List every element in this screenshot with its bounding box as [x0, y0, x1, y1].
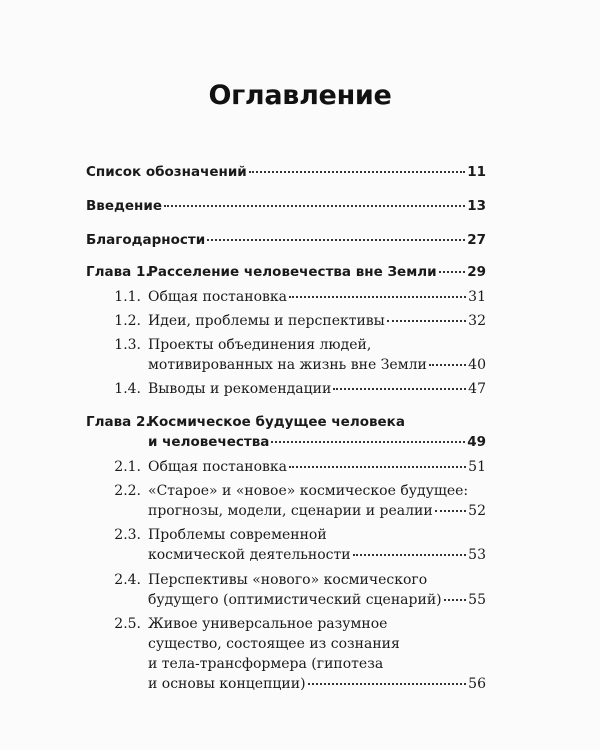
section-title-line: существо, состоящее из сознания: [148, 636, 400, 652]
dot-leader: [164, 205, 465, 207]
section-title: Общая постановка: [148, 289, 287, 305]
section-page: 51: [468, 459, 486, 475]
toc-section-1-1[interactable]: [148, 287, 486, 307]
section-number: 2.2.: [114, 483, 141, 499]
dot-leader: [435, 510, 467, 512]
chapter-page: 49: [467, 434, 486, 450]
section-title: будущего (оптимистический сценарий): [148, 592, 442, 608]
toc-entry-page: 13: [467, 198, 486, 214]
toc-section-1-4[interactable]: [148, 379, 486, 399]
section-page: 47: [468, 381, 486, 397]
toc-chapter-2[interactable]: [148, 432, 486, 452]
chapter-title-line: Космическое будущее человека: [148, 414, 405, 430]
toc-entry-introduction[interactable]: [86, 196, 486, 216]
chapter-page: 29: [467, 264, 486, 280]
section-number: 2.4.: [114, 572, 141, 588]
page-title: Оглавление: [208, 80, 392, 111]
toc-chapter-1[interactable]: [86, 262, 486, 282]
dot-leader: [271, 441, 465, 443]
toc-entry-label: Благодарности: [86, 232, 206, 248]
section-page: 56: [468, 676, 486, 692]
toc-entry-notation[interactable]: [86, 162, 486, 182]
section-page: 31: [468, 289, 486, 305]
toc-section-2-4[interactable]: [148, 590, 486, 610]
toc-section-1-2[interactable]: [148, 311, 486, 331]
chapter-title: Расселение человечества вне Земли: [148, 264, 437, 280]
toc-section-1-3[interactable]: [148, 355, 486, 375]
section-number: 1.1.: [114, 289, 141, 305]
dot-leader: [249, 171, 465, 173]
section-title-line: Перспективы «нового» космического: [148, 572, 428, 588]
section-number: 1.4.: [114, 381, 141, 397]
dot-leader: [444, 599, 467, 601]
section-page: 55: [468, 592, 486, 608]
section-title-line: «Старое» и «новое» космическое будущее:: [148, 483, 469, 499]
toc-entry-label: Введение: [86, 198, 162, 214]
section-title: мотивированных на жизнь вне Земли: [148, 357, 427, 373]
section-title-line: и тела-трансформера (гипотеза: [148, 656, 384, 672]
dot-leader: [429, 364, 466, 366]
section-number: 1.3.: [114, 337, 141, 353]
toc-entry-page: 11: [467, 164, 486, 180]
toc-section-2-3[interactable]: [148, 545, 486, 565]
section-page: 52: [468, 503, 486, 519]
chapter-title: и человечества: [148, 434, 270, 450]
section-number: 2.5.: [114, 616, 141, 632]
section-title: прогнозы, модели, сценарии и реалии: [148, 503, 433, 519]
toc-entry-label: Список обозначений: [86, 164, 247, 180]
section-page: 53: [468, 547, 486, 563]
section-title-line: Живое универсальное разумное: [148, 616, 388, 632]
dot-leader: [289, 466, 466, 468]
toc-section-2-1[interactable]: [148, 457, 486, 477]
chapter-label: Глава 2.: [86, 414, 151, 430]
toc-entry-acknowledgements[interactable]: [86, 230, 486, 250]
dot-leader: [333, 388, 466, 390]
dot-leader: [353, 554, 467, 556]
section-number: 2.1.: [114, 459, 141, 475]
toc-section-2-5[interactable]: [148, 674, 486, 694]
dot-leader: [439, 271, 466, 273]
section-number: 2.3.: [114, 527, 141, 543]
section-page: 40: [468, 357, 486, 373]
section-title: Идеи, проблемы и перспективы: [148, 313, 385, 329]
dot-leader: [289, 296, 466, 298]
dot-leader: [308, 683, 467, 685]
section-title: Выводы и рекомендации: [148, 381, 332, 397]
section-title: и основы концепции): [148, 676, 306, 692]
toc-entry-page: 27: [467, 232, 486, 248]
section-title-line: Проблемы современной: [148, 527, 327, 543]
section-title: космической деятельности: [148, 547, 351, 563]
chapter-label: Глава 1.: [86, 264, 151, 280]
section-page: 32: [468, 313, 486, 329]
dot-leader: [207, 239, 465, 241]
dot-leader: [387, 320, 466, 322]
section-number: 1.2.: [114, 313, 141, 329]
toc-section-2-2[interactable]: [148, 501, 486, 521]
section-title-line: Проекты объединения людей,: [148, 337, 372, 353]
section-title: Общая постановка: [148, 459, 287, 475]
